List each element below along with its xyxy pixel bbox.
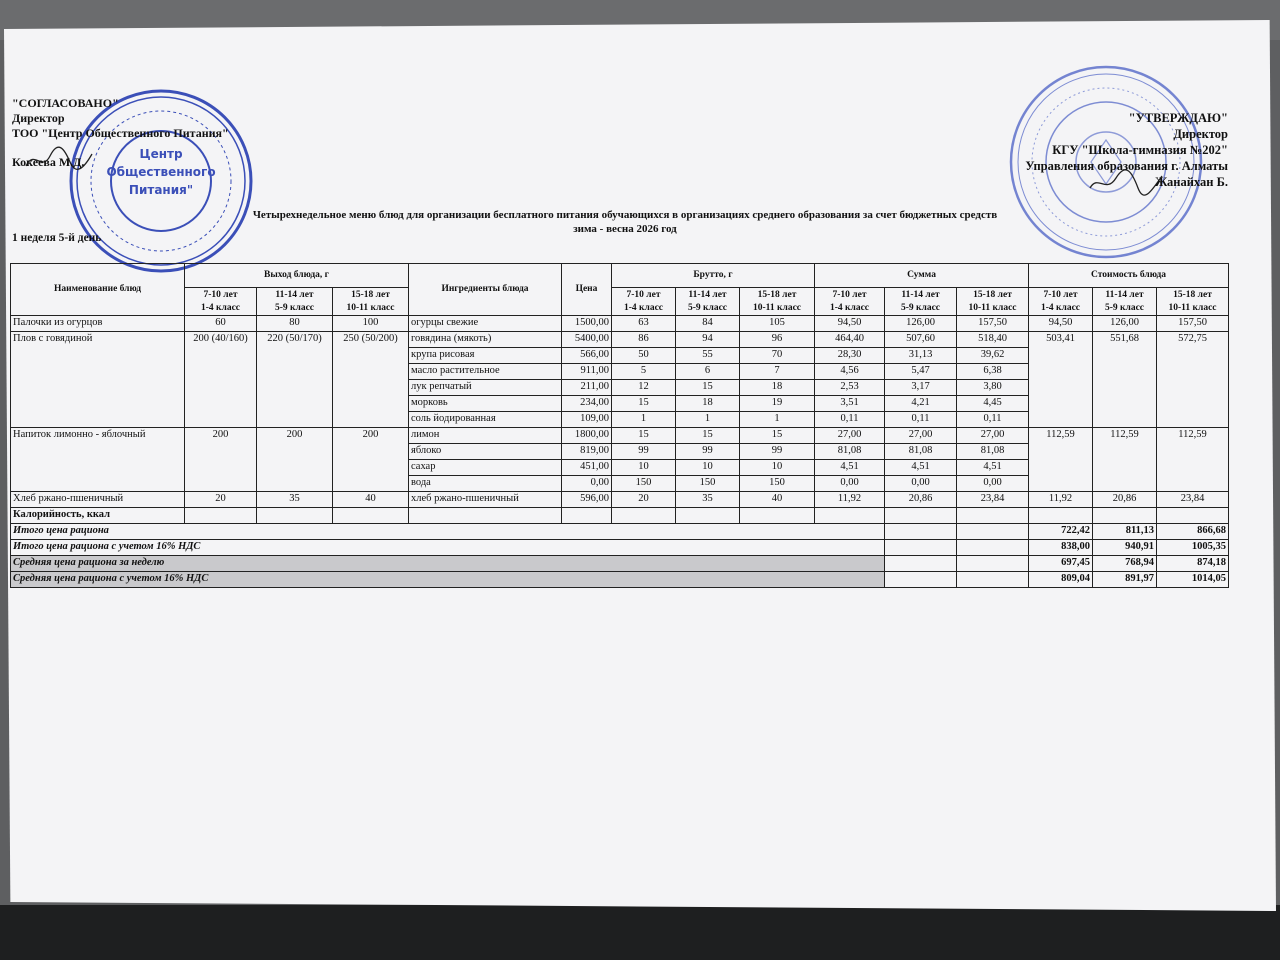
ingredient-brutto: 63 <box>612 316 676 332</box>
empty-cell <box>957 572 1029 588</box>
age-label: 7-10 лет <box>832 289 867 300</box>
total-value: 940,91 <box>1093 540 1157 556</box>
title-line-2: зима - весна 2026 год <box>573 223 677 235</box>
ingredient-price: 1800,00 <box>562 428 612 444</box>
table-row <box>11 492 1229 508</box>
header-sum-age-3 <box>957 288 1029 316</box>
ingredient-name: соль йодированная <box>409 412 562 428</box>
ingredient-brutto: 20 <box>612 492 676 508</box>
ingredient-brutto: 15 <box>676 428 740 444</box>
empty-cell <box>815 508 885 524</box>
ingredient-brutto: 18 <box>676 396 740 412</box>
ingredient-name: морковь <box>409 396 562 412</box>
ingredient-brutto: 1 <box>676 412 740 428</box>
header-brutto: Брутто, г <box>612 264 815 288</box>
ingredient-sum: 28,30 <box>815 348 885 364</box>
total-label: Средняя цена рациона с учетом 16% НДС <box>11 572 885 588</box>
dish-cost: 94,50 <box>1029 316 1093 332</box>
empty-cell <box>885 524 957 540</box>
dish-cost: 157,50 <box>1157 316 1229 332</box>
empty-cell <box>562 508 612 524</box>
empty-cell <box>1029 508 1093 524</box>
ingredient-brutto: 18 <box>740 380 815 396</box>
header-output: Выход блюда, г <box>185 264 409 288</box>
total-value: 768,94 <box>1093 556 1157 572</box>
grade-label: 1-4 класс <box>1041 302 1081 313</box>
ingredient-brutto: 150 <box>740 476 815 492</box>
ingredient-sum: 3,51 <box>815 396 885 412</box>
grade-label: 1-4 класс <box>830 302 870 313</box>
ingredient-sum: 0,00 <box>885 476 957 492</box>
ingredient-name: лук репчатый <box>409 380 562 396</box>
ingredient-price: 0,00 <box>562 476 612 492</box>
ingredient-brutto: 7 <box>740 364 815 380</box>
empty-cell <box>409 508 562 524</box>
age-label: 7-10 лет <box>203 289 238 300</box>
left-organization: ТОО "Центр Общественного Питания" <box>12 126 229 140</box>
total-value: 874,18 <box>1157 556 1229 572</box>
age-group-header-row <box>11 288 1229 316</box>
dish-cost: 503,41 <box>1029 332 1093 428</box>
ingredient-brutto: 86 <box>612 332 676 348</box>
dish-cost: 23,84 <box>1157 492 1229 508</box>
age-label: 11-14 лет <box>688 289 727 300</box>
ingredient-price: 596,00 <box>562 492 612 508</box>
empty-cell <box>1157 508 1229 524</box>
header-brutto-age-1 <box>612 288 676 316</box>
ingredient-sum: 4,21 <box>885 396 957 412</box>
dish-cost: 112,59 <box>1157 428 1229 492</box>
dish-cost: 551,68 <box>1093 332 1157 428</box>
age-label: 11-14 лет <box>1105 289 1144 300</box>
header-cost-age-2 <box>1093 288 1157 316</box>
ingredient-price: 911,00 <box>562 364 612 380</box>
empty-cell <box>612 508 676 524</box>
ingredient-sum: 0,11 <box>885 412 957 428</box>
ingredient-sum: 3,80 <box>957 380 1029 396</box>
dish-cost: 126,00 <box>1093 316 1157 332</box>
empty-cell <box>185 508 257 524</box>
ingredient-price: 819,00 <box>562 444 612 460</box>
ingredient-name: говядина (мякоть) <box>409 332 562 348</box>
dish-output: 100 <box>333 316 409 332</box>
ingredient-price: 5400,00 <box>562 332 612 348</box>
header-dish-name: Наименование блюд <box>11 264 185 316</box>
dish-output: 35 <box>257 492 333 508</box>
empty-cell <box>957 524 1029 540</box>
header-sum: Сумма <box>815 264 1029 288</box>
ingredient-name: крупа рисовая <box>409 348 562 364</box>
ingredient-sum: 464,40 <box>815 332 885 348</box>
empty-cell <box>885 572 957 588</box>
header-cost: Стоимость блюда <box>1029 264 1229 288</box>
ingredient-sum: 20,86 <box>885 492 957 508</box>
ingredient-brutto: 1 <box>740 412 815 428</box>
ingredient-brutto: 70 <box>740 348 815 364</box>
approval-block-right <box>1025 110 1228 190</box>
ingredient-sum: 4,51 <box>815 460 885 476</box>
grade-label: 10-11 класс <box>968 302 1017 313</box>
ingredient-sum: 4,45 <box>957 396 1029 412</box>
ingredient-sum: 518,40 <box>957 332 1029 348</box>
ingredient-sum: 39,62 <box>957 348 1029 364</box>
dish-cost: 572,75 <box>1157 332 1229 428</box>
header-price: Цена <box>562 264 612 316</box>
right-signatory: Жанайхан Б. <box>1154 175 1228 189</box>
header-brutto-age-3 <box>740 288 815 316</box>
dish-output: 200 <box>257 428 333 492</box>
dish-name: Напиток лимонно - яблочный <box>11 428 185 492</box>
document-title <box>220 208 1030 236</box>
ingredient-price: 211,00 <box>562 380 612 396</box>
ingredient-price: 234,00 <box>562 396 612 412</box>
dish-output: 220 (50/170) <box>257 332 333 428</box>
dish-output: 200 (40/160) <box>185 332 257 428</box>
total-row <box>11 524 1229 540</box>
grade-label: 5-9 класс <box>901 302 941 313</box>
ingredient-brutto: 55 <box>676 348 740 364</box>
left-signatory: Кокеева М.Д. <box>12 155 85 169</box>
header-sum-age-2 <box>885 288 957 316</box>
age-label: 7-10 лет <box>626 289 661 300</box>
dish-cost: 20,86 <box>1093 492 1157 508</box>
dish-cost: 112,59 <box>1029 428 1093 492</box>
ingredient-brutto: 19 <box>740 396 815 412</box>
ingredient-price: 109,00 <box>562 412 612 428</box>
dish-output: 200 <box>185 428 257 492</box>
ingredient-sum: 81,08 <box>885 444 957 460</box>
ingredient-brutto: 10 <box>676 460 740 476</box>
ingredient-brutto: 12 <box>612 380 676 396</box>
ingredient-brutto: 15 <box>740 428 815 444</box>
empty-cell <box>885 540 957 556</box>
ingredient-name: огурцы свежие <box>409 316 562 332</box>
ingredient-brutto: 1 <box>612 412 676 428</box>
ingredient-brutto: 99 <box>740 444 815 460</box>
ingredient-brutto: 150 <box>676 476 740 492</box>
total-value: 809,04 <box>1029 572 1093 588</box>
total-label: Итого цена рациона <box>11 524 885 540</box>
dish-output: 80 <box>257 316 333 332</box>
ingredient-brutto: 99 <box>676 444 740 460</box>
dish-output: 20 <box>185 492 257 508</box>
ingredient-price: 566,00 <box>562 348 612 364</box>
header-cost-age-3 <box>1157 288 1229 316</box>
total-label: Итого цена рациона с учетом 16% НДС <box>11 540 885 556</box>
ingredient-brutto: 105 <box>740 316 815 332</box>
ingredient-sum: 27,00 <box>957 428 1029 444</box>
total-value: 838,00 <box>1029 540 1093 556</box>
ingredient-brutto: 5 <box>612 364 676 380</box>
right-department: Управления образования г. Алматы <box>1025 159 1228 173</box>
total-value: 722,42 <box>1029 524 1093 540</box>
empty-cell <box>257 508 333 524</box>
grade-label: 10-11 класс <box>753 302 802 313</box>
empty-cell <box>676 508 740 524</box>
total-value: 866,68 <box>1157 524 1229 540</box>
approval-block-left <box>12 96 229 170</box>
dish-output: 250 (50/200) <box>333 332 409 428</box>
dish-name: Палочки из огурцов <box>11 316 185 332</box>
ingredient-brutto: 96 <box>740 332 815 348</box>
header-brutto-age-2 <box>676 288 740 316</box>
dish-name: Хлеб ржано-пшеничный <box>11 492 185 508</box>
ingredient-sum: 81,08 <box>815 444 885 460</box>
header-output-age-2 <box>257 288 333 316</box>
ingredient-sum: 507,60 <box>885 332 957 348</box>
grade-label: 10-11 класс <box>1168 302 1217 313</box>
ingredient-brutto: 10 <box>740 460 815 476</box>
age-label: 15-18 лет <box>757 289 797 300</box>
ingredient-brutto: 84 <box>676 316 740 332</box>
age-label: 11-14 лет <box>901 289 940 300</box>
ingredient-sum: 11,92 <box>815 492 885 508</box>
ingredient-sum: 27,00 <box>815 428 885 444</box>
background-surface-bottom <box>0 905 1280 960</box>
empty-cell <box>333 508 409 524</box>
ingredient-sum: 5,47 <box>885 364 957 380</box>
total-value: 1014,05 <box>1157 572 1229 588</box>
menu-table-body <box>11 316 1229 588</box>
header-cost-age-1 <box>1029 288 1093 316</box>
ingredient-sum: 157,50 <box>957 316 1029 332</box>
ingredient-brutto: 99 <box>612 444 676 460</box>
empty-cell <box>885 508 957 524</box>
header-output-age-3 <box>333 288 409 316</box>
ingredient-brutto: 40 <box>740 492 815 508</box>
table-row <box>11 316 1229 332</box>
age-label: 15-18 лет <box>1173 289 1212 300</box>
ingredient-brutto: 35 <box>676 492 740 508</box>
ingredient-name: лимон <box>409 428 562 444</box>
age-label: 7-10 лет <box>1043 289 1078 300</box>
total-value: 811,13 <box>1093 524 1157 540</box>
calories-row <box>11 508 1229 524</box>
total-value: 1005,35 <box>1157 540 1229 556</box>
dish-cost: 112,59 <box>1093 428 1157 492</box>
title-line-1: Четырехнедельное меню блюд для организации бесплатного питания обучающихся в организациях среднего образования за счет бюджетных средств <box>252 209 998 221</box>
age-label: 15-18 лет <box>973 289 1012 300</box>
dish-output: 200 <box>333 428 409 492</box>
total-row <box>11 572 1229 588</box>
ingredient-sum: 94,50 <box>815 316 885 332</box>
stamp-left-text-1: Центр <box>139 147 183 161</box>
approved-label: "УТВЕРЖДАЮ" <box>1128 111 1228 125</box>
grade-label: 1-4 класс <box>200 302 241 313</box>
ingredient-sum: 0,11 <box>957 412 1029 428</box>
empty-cell <box>957 540 1029 556</box>
header-sum-age-1 <box>815 288 885 316</box>
grade-label: 1-4 класс <box>623 302 664 313</box>
ingredient-brutto: 15 <box>612 396 676 412</box>
ingredient-sum: 23,84 <box>957 492 1029 508</box>
ingredient-sum: 4,56 <box>815 364 885 380</box>
total-label: Средняя цена рациона за неделю <box>11 556 885 572</box>
ingredient-sum: 81,08 <box>957 444 1029 460</box>
right-organization: КГУ "Школа-гимназия №202" <box>1052 143 1228 157</box>
ingredient-brutto: 94 <box>676 332 740 348</box>
ingredient-price: 1500,00 <box>562 316 612 332</box>
grade-label: 5-9 класс <box>1105 302 1145 313</box>
ingredient-sum: 0,11 <box>815 412 885 428</box>
total-row <box>11 556 1229 572</box>
grade-label: 10-11 класс <box>346 302 395 313</box>
empty-cell <box>957 556 1029 572</box>
left-position: Директор <box>12 111 65 125</box>
ingredient-brutto: 15 <box>676 380 740 396</box>
ingredient-name: масло растительное <box>409 364 562 380</box>
ingredient-brutto: 6 <box>676 364 740 380</box>
age-label: 11-14 лет <box>275 289 314 300</box>
grade-label: 5-9 класс <box>687 302 728 313</box>
grade-label: 5-9 класс <box>274 302 315 313</box>
total-row <box>11 540 1229 556</box>
header-output-age-1 <box>185 288 257 316</box>
ingredient-sum: 0,00 <box>815 476 885 492</box>
total-value: 697,45 <box>1029 556 1093 572</box>
empty-cell <box>1093 508 1157 524</box>
right-position: Директор <box>1173 127 1228 141</box>
dish-cost: 11,92 <box>1029 492 1093 508</box>
ingredient-name: вода <box>409 476 562 492</box>
ingredient-sum: 27,00 <box>885 428 957 444</box>
dish-output: 40 <box>333 492 409 508</box>
ingredient-sum: 31,13 <box>885 348 957 364</box>
empty-cell <box>957 508 1029 524</box>
stamp-left-text-2: Общественного <box>106 165 216 179</box>
total-value: 891,97 <box>1093 572 1157 588</box>
ingredient-sum: 0,00 <box>957 476 1029 492</box>
dish-name: Плов с говядиной <box>11 332 185 428</box>
ingredient-sum: 3,17 <box>885 380 957 396</box>
ingredient-price: 451,00 <box>562 460 612 476</box>
table-row <box>11 428 1229 444</box>
ingredient-sum: 2,53 <box>815 380 885 396</box>
ingredient-brutto: 50 <box>612 348 676 364</box>
dish-output: 60 <box>185 316 257 332</box>
ingredient-name: яблоко <box>409 444 562 460</box>
stamp-left-text-3: Питания" <box>128 183 194 197</box>
empty-cell <box>740 508 815 524</box>
age-label: 15-18 лет <box>351 289 390 300</box>
calories-label: Калорийность, ккал <box>11 508 185 524</box>
ingredient-name: хлеб ржано-пшеничный <box>409 492 562 508</box>
ingredient-brutto: 150 <box>612 476 676 492</box>
week-day-label: 1 неделя 5-й день <box>12 232 102 244</box>
ingredient-brutto: 15 <box>612 428 676 444</box>
table-row <box>11 332 1229 348</box>
empty-cell <box>885 556 957 572</box>
ingredient-sum: 4,51 <box>957 460 1029 476</box>
header-ingredients: Ингредиенты блюда <box>409 264 562 316</box>
agreed-label: "СОГЛАСОВАНО" <box>12 96 119 110</box>
ingredient-sum: 6,38 <box>957 364 1029 380</box>
ingredient-brutto: 10 <box>612 460 676 476</box>
ingredient-sum: 4,51 <box>885 460 957 476</box>
menu-table <box>10 263 1229 588</box>
ingredient-name: сахар <box>409 460 562 476</box>
ingredient-sum: 126,00 <box>885 316 957 332</box>
